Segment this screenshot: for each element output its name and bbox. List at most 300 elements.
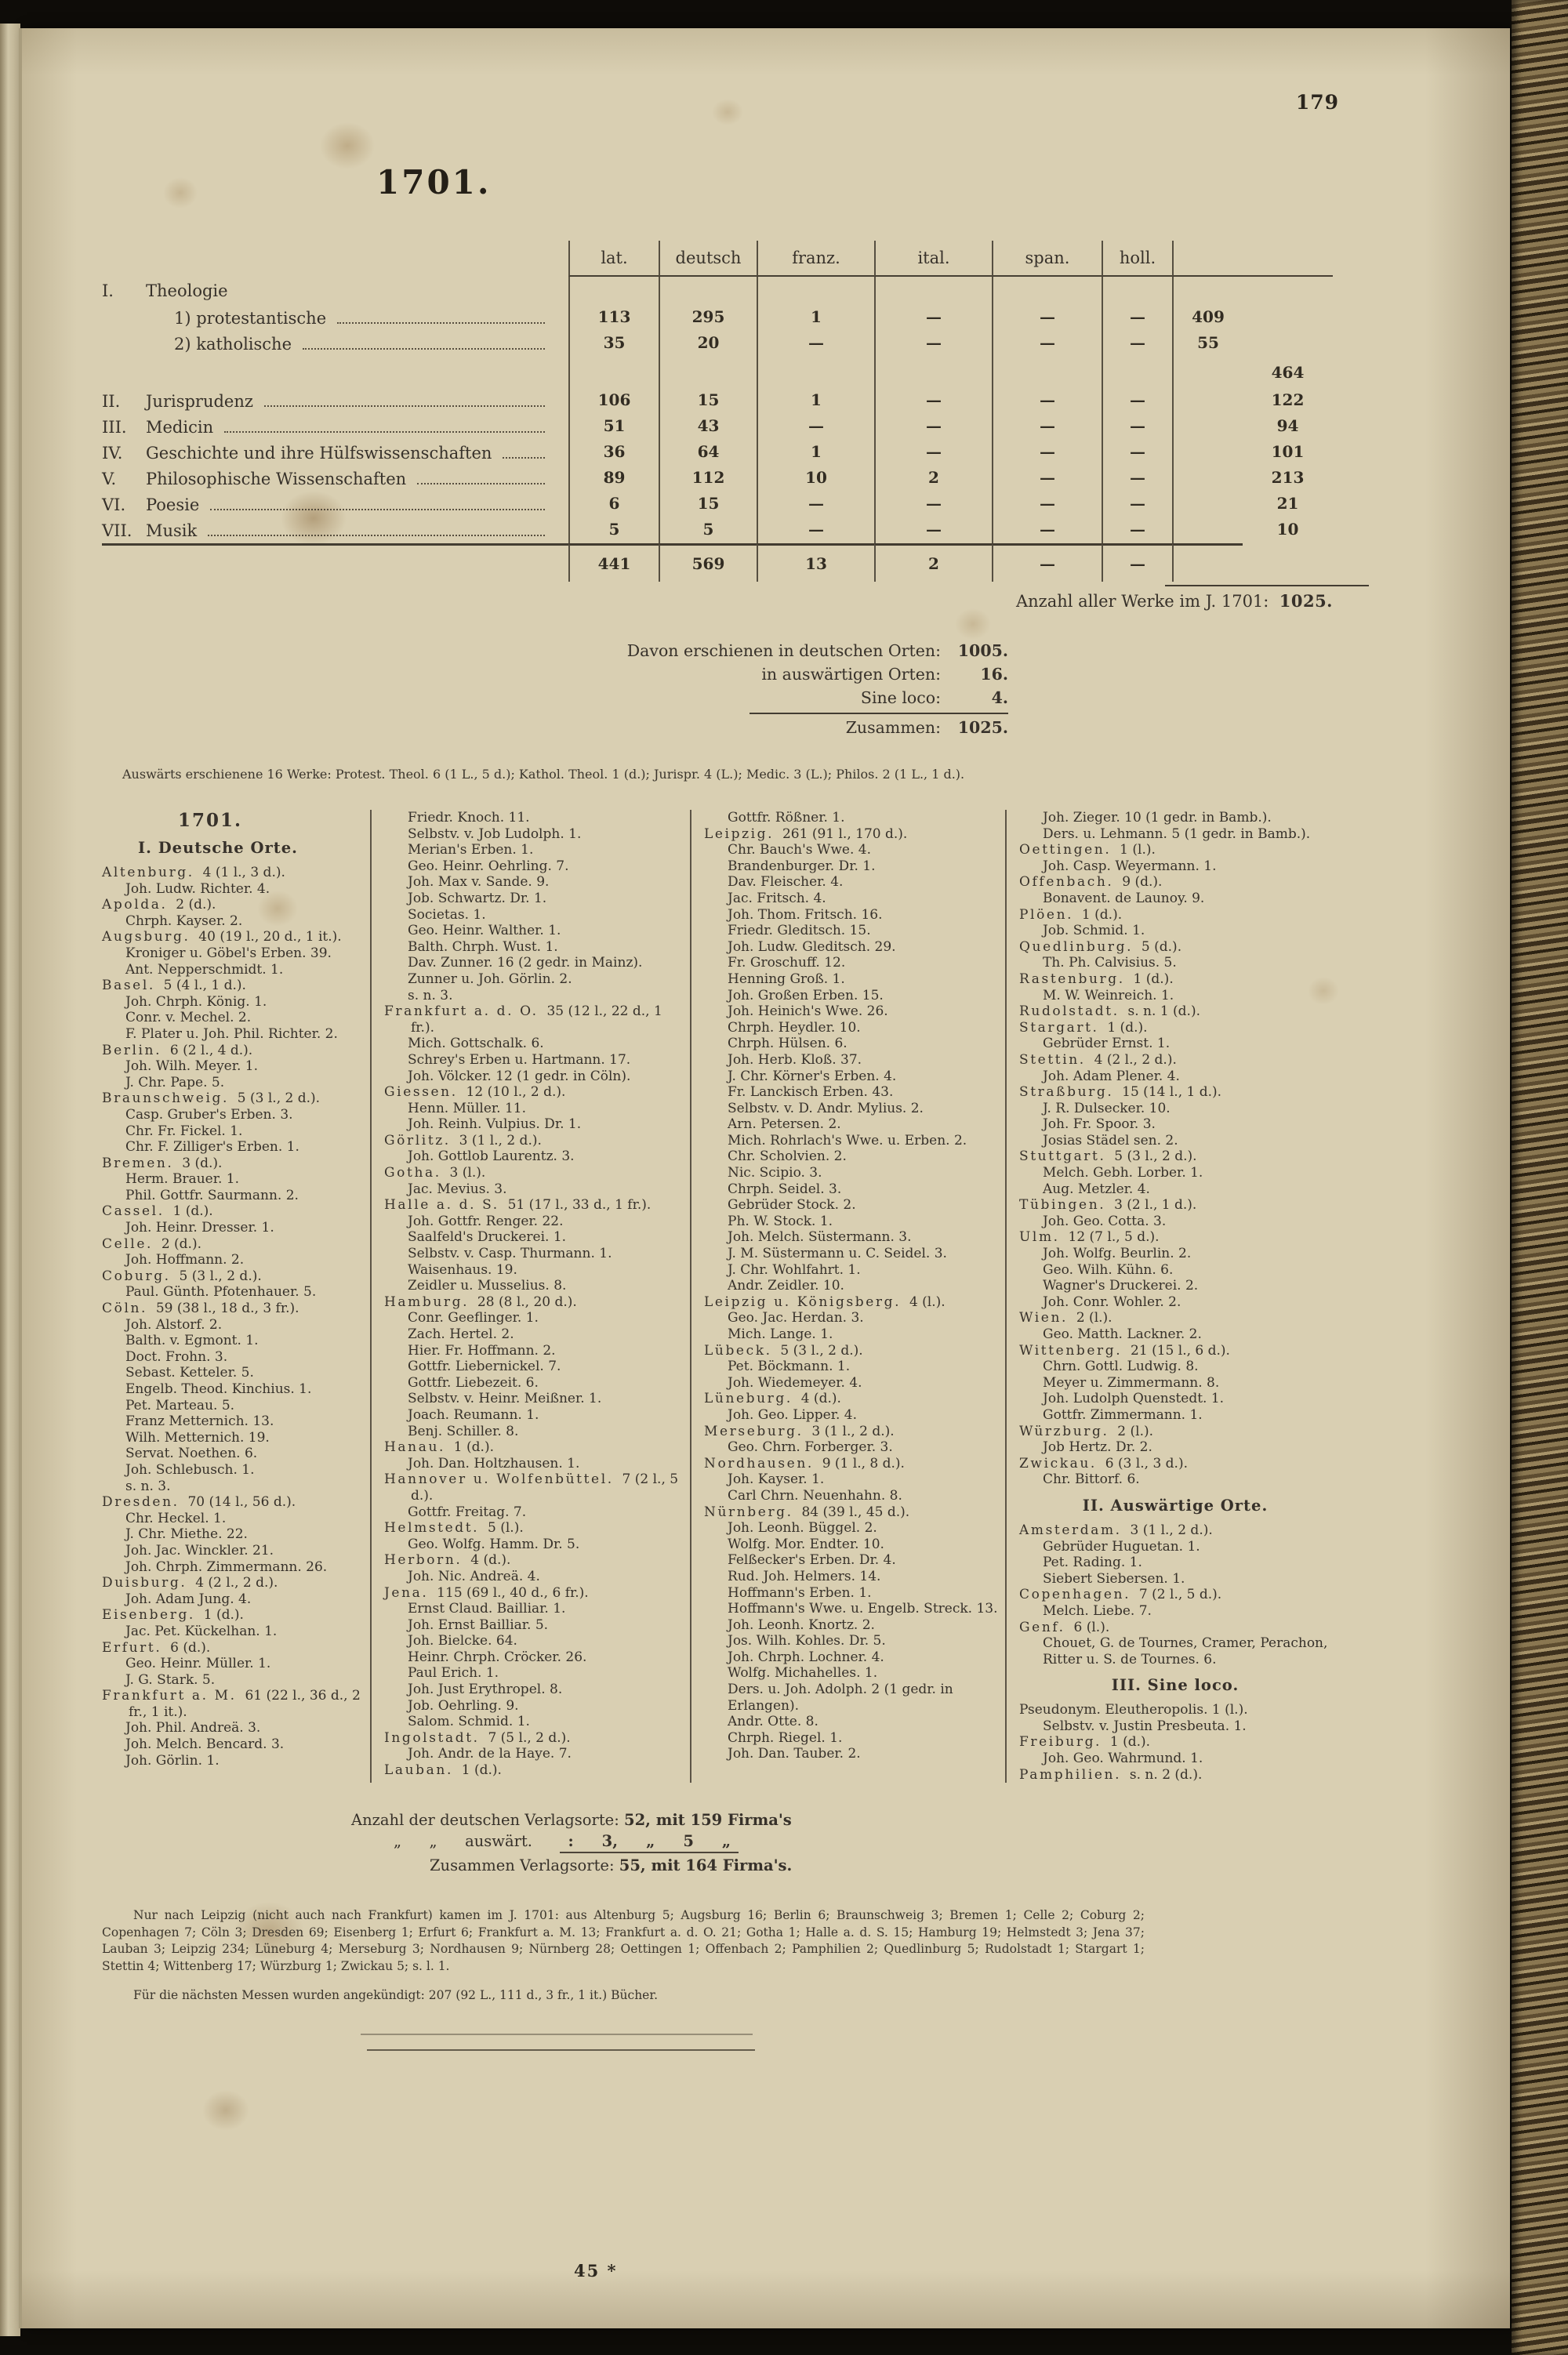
value-cell: 43 bbox=[659, 414, 757, 440]
city-entry: Celle. 2 (d.). bbox=[102, 1236, 201, 1252]
subtotal-cell bbox=[1172, 517, 1243, 543]
value-cell bbox=[659, 277, 757, 305]
grandtotal-cell bbox=[1243, 277, 1333, 305]
publisher-entry: Ders. u. Joh. Adolph. 2 (1 gedr. in Erlangen). bbox=[728, 1682, 953, 1714]
row-label-cell bbox=[102, 331, 568, 357]
city-entry: Braunschweig. 5 (3 l., 2 d.). bbox=[102, 1090, 321, 1107]
publisher-entry: Chrn. Gottl. Ludwig. 8. bbox=[1043, 1359, 1199, 1375]
publisher-entry: Siebert Siebersen. 1. bbox=[1043, 1570, 1185, 1587]
city-name: Rudolstadt. bbox=[1019, 1003, 1120, 1020]
dot-leader bbox=[303, 331, 545, 350]
publisher-entry: Wilh. Metternich. 19. bbox=[125, 1429, 270, 1446]
value-cell: — bbox=[992, 388, 1102, 414]
publisher-entry: Phil. Gottfr. Saurmann. 2. bbox=[125, 1187, 299, 1203]
subtotal-cell bbox=[1172, 440, 1243, 466]
value-cell: 15 bbox=[659, 388, 757, 414]
city-entry: Frankfurt a. d. O. 35 (12 l., 22 d., 1 fr.). bbox=[384, 1003, 662, 1036]
column-header-franz: franz. bbox=[757, 241, 874, 277]
sum-value-cell: 13 bbox=[757, 543, 874, 582]
publisher-entry: Merian's Erben. 1. bbox=[408, 842, 534, 858]
publisher-entry: Gebrüder Stock. 2. bbox=[728, 1197, 856, 1214]
city-name: Amsterdam. bbox=[1019, 1522, 1122, 1538]
city-entry: Leipzig u. Königsberg. 4 (l.). bbox=[704, 1294, 946, 1310]
city-entry: Helmstedt. 5 (l.). bbox=[384, 1520, 524, 1537]
row-numeral: V. bbox=[102, 470, 117, 488]
city-name: Herborn. bbox=[384, 1552, 463, 1569]
city-name: Nürnberg. bbox=[704, 1504, 793, 1520]
origin-summary-rule bbox=[750, 713, 1008, 714]
table-row bbox=[102, 440, 1333, 466]
value-cell: — bbox=[757, 331, 874, 357]
grandtotal-column-header bbox=[1243, 241, 1333, 277]
publisher-entry: Geo. Heinr. Müller. 1. bbox=[125, 1656, 271, 1672]
summary-line-total: Zusammen Verlagsorte: 55, mit 164 Firma's. bbox=[430, 1856, 793, 1875]
value-cell: 5 bbox=[568, 517, 659, 543]
publisher-entry: Joh. Wilh. Meyer. 1. bbox=[125, 1058, 259, 1075]
value-cell: 36 bbox=[568, 440, 659, 466]
city-entry: Hamburg. 28 (8 l., 20 d.). bbox=[384, 1294, 577, 1310]
publisher-entry: Jac. Pet. Kückelhan. 1. bbox=[125, 1623, 278, 1639]
publisher-entry: Mich. Lange. 1. bbox=[728, 1326, 833, 1342]
value-cell bbox=[757, 357, 874, 388]
city-entry: Ingolstadt. 7 (5 l., 2 d.). bbox=[384, 1729, 571, 1746]
publisher-entry: Joh. Heinich's Wwe. 26. bbox=[728, 1003, 888, 1020]
publisher-entry: Benj. Schiller. 8. bbox=[408, 1423, 519, 1439]
publisher-entry: Waisenhaus. 19. bbox=[408, 1261, 517, 1278]
publisher-entry: Selbstv. v. D. Andr. Mylius. 2. bbox=[728, 1100, 924, 1116]
publisher-entry: Joh. Geo. Lipper. 4. bbox=[728, 1406, 858, 1423]
sum-value-cell: 569 bbox=[659, 543, 757, 582]
city-name: Hanau. bbox=[384, 1439, 445, 1456]
city-name: Pamphilien. bbox=[1019, 1766, 1122, 1783]
publisher-entry: Chr. Bittorf. 6. bbox=[1043, 1471, 1140, 1488]
publisher-entry: Joh. Wolfg. Beurlin. 2. bbox=[1043, 1246, 1192, 1262]
value-cell: — bbox=[1102, 517, 1172, 543]
directory-section-heading: III. Sine loco. bbox=[1111, 1676, 1240, 1695]
city-entry: Altenburg. 4 (1 l., 3 d.). bbox=[102, 865, 285, 880]
publisher-entry: Joh. Chrph. König. 1. bbox=[125, 993, 267, 1010]
publisher-entry: Joh. Schlebusch. 1. bbox=[125, 1461, 255, 1478]
city-name: Stargart. bbox=[1019, 1019, 1099, 1036]
city-name: Basel. bbox=[102, 978, 155, 994]
publisher-entry: Joh. Chrph. Lochner. 4. bbox=[728, 1649, 884, 1665]
publisher-entry: Jac. Mevius. 3. bbox=[408, 1181, 507, 1197]
value-cell: — bbox=[992, 414, 1102, 440]
value-cell: — bbox=[992, 305, 1102, 331]
city-entry: Hanau. 1 (d.). bbox=[384, 1439, 494, 1456]
publisher-entry: Chrph. Heydler. 10. bbox=[728, 1019, 861, 1036]
grandtotal-cell: 101 bbox=[1271, 442, 1305, 461]
statistics-table bbox=[102, 241, 1333, 582]
origin-summary-line bbox=[563, 662, 1008, 686]
publisher-entry: J. R. Dulsecker. 10. bbox=[1043, 1100, 1171, 1116]
city-entry: Coburg. 5 (3 l., 2 d.). bbox=[102, 1268, 262, 1284]
value-cell: — bbox=[757, 492, 874, 517]
origin-total-value: 1025. bbox=[957, 718, 1008, 737]
publisher-entry: s. n. 3. bbox=[408, 987, 453, 1003]
publisher-entry: Joh. Herb. Kloß. 37. bbox=[728, 1051, 862, 1068]
origin-line-value: 1005. bbox=[957, 641, 1008, 660]
publisher-entry: Joh. Großen Erben. 15. bbox=[728, 987, 884, 1003]
city-entry: Würzburg. 2 (l.). bbox=[1019, 1423, 1154, 1439]
city-name: Cöln. bbox=[102, 1301, 148, 1317]
total-works-value: 1025. bbox=[1279, 591, 1333, 611]
value-cell: 64 bbox=[659, 440, 757, 466]
book-left-page-edge bbox=[0, 24, 20, 2336]
city-name: Genf. bbox=[1019, 1619, 1065, 1635]
subtotal-cell bbox=[1172, 277, 1243, 305]
publisher-entry: Wolfg. Michahelles. 1. bbox=[728, 1665, 878, 1682]
page-number: 179 bbox=[1295, 91, 1339, 114]
city-entry: Herborn. 4 (d.). bbox=[384, 1552, 511, 1569]
row-label-cell bbox=[102, 305, 568, 331]
publisher-entry: Zunner u. Joh. Görlin. 2. bbox=[408, 971, 572, 987]
publisher-entry: Joh. Ludw. Gleditsch. 29. bbox=[728, 938, 896, 955]
value-cell bbox=[659, 357, 757, 388]
publisher-entry: Pet. Marteau. 5. bbox=[125, 1397, 235, 1413]
column-header-deutsch: deutsch bbox=[659, 241, 757, 277]
publisher-entry: Pet. Rading. 1. bbox=[1043, 1555, 1142, 1571]
value-cell bbox=[1102, 277, 1172, 305]
city-name: Augsburg. bbox=[102, 929, 191, 945]
divider-rule-faint bbox=[361, 2034, 753, 2035]
publisher-entry: Job. Oehrling. 9. bbox=[408, 1697, 519, 1714]
publisher-entry: Joh. Ludolph Quenstedt. 1. bbox=[1043, 1391, 1225, 1407]
city-name: Ingolstadt. bbox=[384, 1729, 480, 1746]
dot-leader bbox=[264, 388, 545, 407]
value-cell: — bbox=[1102, 414, 1172, 440]
value-cell: 1 bbox=[757, 305, 874, 331]
publisher-entry: Rud. Joh. Helmers. 14. bbox=[728, 1568, 881, 1584]
city-entry: Görlitz. 3 (1 l., 2 d.). bbox=[384, 1132, 542, 1148]
row-label: Jurisprudenz bbox=[146, 392, 253, 411]
publisher-entry: Chrph. Hülsen. 6. bbox=[728, 1036, 848, 1052]
city-name: Hannover u. Wolfenbüttel. bbox=[384, 1471, 614, 1488]
publisher-entry: J. M. Süstermann u. C. Seidel. 3. bbox=[728, 1246, 947, 1262]
city-entry: Rastenburg. 1 (d.). bbox=[1019, 971, 1174, 987]
publisher-entry: Joh. Reinh. Vulpius. Dr. 1. bbox=[408, 1116, 582, 1133]
value-cell: 20 bbox=[659, 331, 757, 357]
city-name: Duisburg. bbox=[102, 1575, 187, 1591]
publisher-entry: Fr. Lanckisch Erben. 43. bbox=[728, 1084, 894, 1101]
publisher-entry: Friedr. Gleditsch. 15. bbox=[728, 923, 871, 939]
value-cell: — bbox=[874, 492, 992, 517]
publisher-entry: Servat. Noethen. 6. bbox=[125, 1446, 258, 1462]
publisher-entry: Paul. Günth. Pfotenhauer. 5. bbox=[125, 1284, 317, 1301]
row-numeral: VI. bbox=[102, 495, 126, 514]
city-name: Zwickau. bbox=[1019, 1455, 1097, 1471]
column-header-span: span. bbox=[992, 241, 1102, 277]
directory-column bbox=[370, 810, 690, 1783]
city-name: Dresden. bbox=[102, 1494, 180, 1511]
publisher-entry: Heinr. Chrph. Cröcker. 26. bbox=[408, 1649, 587, 1665]
publisher-entry: Felßecker's Erben. Dr. 4. bbox=[728, 1552, 896, 1569]
city-entry: Pamphilien. s. n. 2 (d.). bbox=[1019, 1766, 1203, 1783]
row-label-cell bbox=[102, 440, 568, 466]
city-name: Celle. bbox=[102, 1236, 154, 1252]
city-entry: Zwickau. 6 (3 l., 3 d.). bbox=[1019, 1455, 1188, 1471]
value-cell bbox=[874, 357, 992, 388]
publisher-entry: Chr. Scholvien. 2. bbox=[728, 1148, 847, 1165]
publisher-entry: Chrph. Riegel. 1. bbox=[728, 1729, 843, 1746]
publisher-entry: Dav. Fleischer. 4. bbox=[728, 874, 844, 891]
grandtotal-cell: 94 bbox=[1276, 416, 1299, 435]
publisher-entry: Nic. Scipio. 3. bbox=[728, 1165, 822, 1181]
value-cell bbox=[1102, 357, 1172, 388]
publisher-entry: Balth. v. Egmont. 1. bbox=[125, 1333, 259, 1349]
origin-line-value: 16. bbox=[980, 665, 1008, 684]
value-cell: — bbox=[992, 440, 1102, 466]
column-header-lat: lat. bbox=[568, 241, 659, 277]
grandtotal-cell: 213 bbox=[1271, 468, 1305, 487]
city-entry: Cassel. 1 (d.). bbox=[102, 1203, 213, 1220]
sum-value-cell: 2 bbox=[874, 543, 992, 582]
city-name: Frankfurt a. d. O. bbox=[384, 1003, 539, 1020]
value-cell: 51 bbox=[568, 414, 659, 440]
table-row bbox=[102, 388, 1333, 414]
publisher-entry: Joh. Leonh. Büggel. 2. bbox=[728, 1520, 877, 1537]
publisher-entry: Mich. Gottschalk. 6. bbox=[408, 1036, 544, 1052]
publisher-entry: Joh. Leonh. Knortz. 2. bbox=[728, 1617, 875, 1633]
row-numeral: IV. bbox=[102, 444, 123, 463]
city-entry: Freiburg. 1 (d.). bbox=[1019, 1734, 1151, 1751]
publisher-entry: Joh. Nic. Andreä. 4. bbox=[408, 1568, 540, 1584]
publisher-entry: Joh. Bielcke. 64. bbox=[408, 1633, 517, 1649]
subtotal-cell: 409 bbox=[1172, 305, 1243, 331]
publisher-entry: Paul Erich. 1. bbox=[408, 1665, 499, 1682]
directory-section-heading: II. Auswärtige Orte. bbox=[1082, 1496, 1269, 1515]
publisher-entry: Doct. Frohn. 3. bbox=[125, 1348, 228, 1365]
publisher-entry: Selbstv. v. Casp. Thurmann. 1. bbox=[408, 1246, 612, 1262]
city-entry: Wien. 2 (l.). bbox=[1019, 1310, 1112, 1326]
sum-value-cell: — bbox=[992, 543, 1102, 582]
total-works-line: Anzahl aller Werke im J. 1701: 1025. bbox=[1015, 591, 1333, 611]
publisher-entry: Joh. Görlin. 1. bbox=[125, 1752, 220, 1769]
row-numeral: I. bbox=[102, 281, 114, 300]
publisher-entry: Mich. Rohrlach's Wwe. u. Erben. 2. bbox=[728, 1132, 967, 1148]
publisher-entry: Job. Schmid. 1. bbox=[1043, 923, 1145, 939]
table-sum-row bbox=[102, 543, 1333, 582]
publisher-entry: Joh. Ernst Bailliar. 5. bbox=[408, 1617, 549, 1633]
table-row bbox=[102, 414, 1333, 440]
publisher-entry: Engelb. Theod. Kinchius. 1. bbox=[125, 1381, 312, 1397]
origin-summary-total bbox=[563, 716, 1008, 739]
city-name: Wien. bbox=[1019, 1310, 1069, 1326]
publisher-entry: J. G. Stark. 5. bbox=[125, 1671, 216, 1688]
value-cell: 35 bbox=[568, 331, 659, 357]
city-entry: Gotha. 3 (l.). bbox=[384, 1165, 486, 1181]
publisher-entry: Chr. F. Zilliger's Erben. 1. bbox=[125, 1139, 299, 1156]
city-name: Helmstedt. bbox=[384, 1520, 480, 1537]
table-row bbox=[102, 331, 1333, 357]
origin-summary-line bbox=[563, 686, 1008, 709]
publisher-entry: J. Chr. Körner's Erben. 4. bbox=[728, 1068, 897, 1084]
publisher-entry: Chouet, G. de Tournes, Cramer, Perachon, Ritter u. S. de Tournes. 6. bbox=[1043, 1635, 1328, 1667]
subtotal-cell bbox=[1172, 388, 1243, 414]
publisher-entry: Hoffmann's Wwe. u. Engelb. Streck. 13. bbox=[728, 1601, 998, 1617]
value-cell: 295 bbox=[659, 305, 757, 331]
dot-leader bbox=[417, 466, 545, 484]
publisher-entry: Chr. Fr. Fickel. 1. bbox=[125, 1123, 243, 1139]
publisher-entry: Joh. Melch. Süstermann. 3. bbox=[728, 1229, 912, 1246]
city-name: Copenhagen. bbox=[1019, 1587, 1131, 1603]
signature-mark: 45 * bbox=[574, 2261, 618, 2281]
city-entry: Hannover u. Wolfenbüttel. 7 (2 l., 5 d.). bbox=[384, 1471, 679, 1504]
dot-leader bbox=[210, 492, 545, 510]
publisher-entry: Geo. Wolfg. Hamm. Dr. 5. bbox=[408, 1536, 580, 1552]
dot-leader bbox=[224, 414, 545, 433]
leipzig-only-note: Nur nach Leipzig (nicht auch nach Frankfurt) kamen im J. 1701: aus Altenburg 5; Augsburg 16; Berlin 6; Braunschweig 3; Bremen 1; Celle 2; Coburg 2; Copenhagen 7; Cöln 3; Dresden 69; Eisenberg 1; Erfurt 6; Frankfurt a. M. 13; Frankfurt a. d. O. 21; Gotha 1; Halle a. d. S. 15; Hamburg 19; Helmstedt 3; Jena 37; Lauban 3; Leipzig 234; Lüneburg 4; Merseburg 3; Nordhausen 9; Nürnberg 28; Oettingen 1; Offenbach 2; Pamphilien 2; Quedlinburg 5; Rudolstadt 1; Stargart 1; Stettin 4; Wittenberg 17; Würzburg 1; Zwickau 5; s. l. 1. bbox=[102, 1908, 1145, 1973]
publisher-entry: Joh. Casp. Weyermann. 1. bbox=[1043, 858, 1217, 874]
publisher-entry: Joh. Hoffmann. 2. bbox=[125, 1252, 245, 1268]
sum-subtotal-cell bbox=[1172, 543, 1243, 582]
book-page-stack-edge bbox=[1512, 0, 1568, 2355]
publisher-entry: Balth. Chrph. Wust. 1. bbox=[408, 938, 558, 955]
value-cell: — bbox=[757, 517, 874, 543]
city-name: Halle a. d. S. bbox=[384, 1197, 499, 1214]
directory-column bbox=[102, 810, 370, 1783]
publisher-entry: Arn. Petersen. 2. bbox=[728, 1116, 841, 1133]
city-name: Freiburg. bbox=[1019, 1734, 1102, 1751]
publisher-entry: Joh. Zieger. 10 (1 gedr. in Bamb.). bbox=[1043, 810, 1272, 826]
city-entry: Nordhausen. 9 (1 l., 8 d.). bbox=[704, 1455, 905, 1471]
publisher-entry: Salom. Schmid. 1. bbox=[408, 1714, 530, 1730]
city-entry: Nürnberg. 84 (39 l., 45 d.). bbox=[704, 1504, 910, 1520]
publisher-entry: J. Chr. Miethe. 22. bbox=[125, 1526, 248, 1543]
city-entry: Tübingen. 3 (2 l., 1 d.). bbox=[1019, 1197, 1197, 1214]
publisher-entry: Societas. 1. bbox=[408, 906, 486, 923]
city-name: Jena. bbox=[384, 1584, 429, 1601]
origin-line-label: in auswärtigen Orten: bbox=[761, 665, 941, 684]
publisher-entry: Joh. Völcker. 12 (1 gedr. in Cöln). bbox=[408, 1068, 631, 1084]
city-name: Lüneburg. bbox=[704, 1391, 793, 1407]
city-entry: Amsterdam. 3 (1 l., 2 d.). bbox=[1019, 1522, 1213, 1538]
row-numeral: III. bbox=[102, 418, 127, 437]
city-name: Giessen. bbox=[384, 1084, 458, 1101]
publisher-entry: Joach. Reumann. 1. bbox=[408, 1406, 539, 1423]
row-numeral: II. bbox=[102, 392, 121, 411]
foreign-works-note: Auswärts erschienene 16 Werke: Protest. Theol. 6 (1 L., 5 d.); Kathol. Theol. 1 (d.); Jurispr. 4 (L.); Medic. 3 (L.); Philos. 2 (1 L., 1 d.). bbox=[122, 767, 965, 782]
publisher-entry: Aug. Metzler. 4. bbox=[1043, 1181, 1150, 1197]
publisher-entry: Joh. Adam Plener. 4. bbox=[1043, 1068, 1180, 1084]
publisher-entry: Joh. Ludw. Richter. 4. bbox=[125, 880, 270, 897]
value-cell: 1 bbox=[757, 440, 874, 466]
city-name: Frankfurt a. M. bbox=[102, 1688, 237, 1704]
table-corner-cell bbox=[102, 241, 568, 277]
publisher-entry: Sebast. Ketteler. 5. bbox=[125, 1365, 254, 1381]
publisher-entry: Zach. Hertel. 2. bbox=[408, 1326, 514, 1342]
publisher-entry: Gebrüder Huguetan. 1. bbox=[1043, 1538, 1200, 1555]
origin-total-label: Zusammen: bbox=[845, 718, 941, 737]
city-entry: Jena. 115 (69 l., 40 d., 6 fr.). bbox=[384, 1584, 589, 1601]
grandtotal-cell: 122 bbox=[1271, 390, 1305, 409]
city-entry: Merseburg. 3 (1 l., 2 d.). bbox=[704, 1423, 895, 1439]
row-label: Musik bbox=[146, 521, 198, 540]
total-rule bbox=[1165, 585, 1369, 586]
publisher-entry: s. n. 3. bbox=[125, 1478, 171, 1494]
subtotal-cell bbox=[1172, 357, 1243, 388]
sum-label-cell bbox=[102, 543, 568, 582]
city-name: Gotha. bbox=[384, 1165, 441, 1181]
table-row bbox=[102, 357, 1333, 388]
value-cell: — bbox=[1102, 388, 1172, 414]
origin-summary-line bbox=[563, 639, 1008, 662]
row-numeral: VII. bbox=[102, 521, 132, 540]
origin-line-label: Sine loco: bbox=[860, 688, 941, 707]
row-label-cell bbox=[102, 277, 568, 305]
city-name: Rastenburg. bbox=[1019, 971, 1125, 987]
city-entry: Frankfurt a. M. 61 (22 l., 36 d., 2 fr., 1 it.). bbox=[102, 1688, 361, 1720]
city-entry: Duisburg. 4 (2 l., 2 d.). bbox=[102, 1575, 278, 1591]
city-entry: Straßburg. 15 (14 l., 1 d.). bbox=[1019, 1084, 1222, 1101]
city-entry: Oettingen. 1 (l.). bbox=[1019, 842, 1156, 858]
sum-value-cell: — bbox=[1102, 543, 1172, 582]
dot-leader bbox=[208, 517, 545, 536]
value-cell: — bbox=[1102, 305, 1172, 331]
grandtotal-cell bbox=[1243, 331, 1333, 357]
value-cell: — bbox=[1102, 492, 1172, 517]
subtotal-cell bbox=[1172, 414, 1243, 440]
city-entry: Berlin. 6 (2 l., 4 d.). bbox=[102, 1042, 253, 1058]
publisher-entry: Gottfr. Liebezeit. 6. bbox=[408, 1374, 539, 1391]
city-name: Erfurt. bbox=[102, 1639, 162, 1656]
publisher-entry: Joh. Adam Jung. 4. bbox=[125, 1591, 252, 1607]
grandtotal-cell: 21 bbox=[1276, 494, 1299, 513]
publisher-entry: Carl Chrn. Neuenhahn. 8. bbox=[728, 1487, 902, 1504]
city-entry: Offenbach. 9 (d.). bbox=[1019, 874, 1163, 891]
city-name: Tübingen. bbox=[1019, 1197, 1106, 1214]
row-label: 2) katholische bbox=[174, 335, 292, 354]
publisher-entry: Chr. Heckel. 1. bbox=[125, 1510, 227, 1526]
city-name: Nordhausen. bbox=[704, 1455, 814, 1471]
city-name: Merseburg. bbox=[704, 1423, 804, 1439]
value-cell: — bbox=[992, 492, 1102, 517]
city-entry: Dresden. 70 (14 l., 56 d.). bbox=[102, 1494, 296, 1511]
value-cell bbox=[568, 277, 659, 305]
city-name: Leipzig. bbox=[704, 826, 775, 842]
city-entry: Copenhagen. 7 (2 l., 5 d.). bbox=[1019, 1587, 1222, 1603]
publisher-entry: Henn. Müller. 11. bbox=[408, 1100, 526, 1116]
value-cell bbox=[992, 357, 1102, 388]
publisher-entry: Henning Groß. 1. bbox=[728, 971, 845, 987]
value-cell: — bbox=[1102, 440, 1172, 466]
row-label: Medicin bbox=[146, 418, 214, 437]
city-entry: Quedlinburg. 5 (d.). bbox=[1019, 938, 1182, 955]
publisher-entry: Zeidler u. Musselius. 8. bbox=[408, 1278, 567, 1294]
publisher-entry: Joh. Geo. Cotta. 3. bbox=[1043, 1213, 1167, 1229]
publisher-entry: Gottfr. Liebernickel. 7. bbox=[408, 1359, 561, 1375]
row-label: 1) protestantische bbox=[174, 309, 327, 328]
publisher-entry: Joh. Chrph. Zimmermann. 26. bbox=[125, 1559, 328, 1575]
city-entry: Stuttgart. 5 (3 l., 2 d.). bbox=[1019, 1148, 1197, 1165]
publisher-entry: Gottfr. Rößner. 1. bbox=[728, 810, 845, 826]
grandtotal-cell: 10 bbox=[1276, 520, 1299, 539]
city-name: Bremen. bbox=[102, 1155, 174, 1171]
city-name: Coburg. bbox=[102, 1268, 171, 1284]
publisher-entry: Job Hertz. Dr. 2. bbox=[1043, 1439, 1152, 1456]
publisher-entry: Jac. Fritsch. 4. bbox=[728, 890, 826, 906]
publisher-entry: Joh. Max v. Sande. 9. bbox=[408, 874, 550, 891]
city-entry: Stargart. 1 (d.). bbox=[1019, 1019, 1148, 1036]
publisher-entry: Fr. Groschuff. 12. bbox=[728, 955, 846, 971]
sum-value-cell: 441 bbox=[568, 543, 659, 582]
city-name: Ulm. bbox=[1019, 1229, 1060, 1246]
publisher-entry: Chrph. Seidel. 3. bbox=[728, 1181, 842, 1197]
publisher-entry: Hoffmann's Erben. 1. bbox=[728, 1584, 872, 1601]
city-name: Quedlinburg. bbox=[1019, 938, 1134, 955]
table-row bbox=[102, 466, 1333, 492]
directory-column bbox=[690, 810, 1005, 1783]
